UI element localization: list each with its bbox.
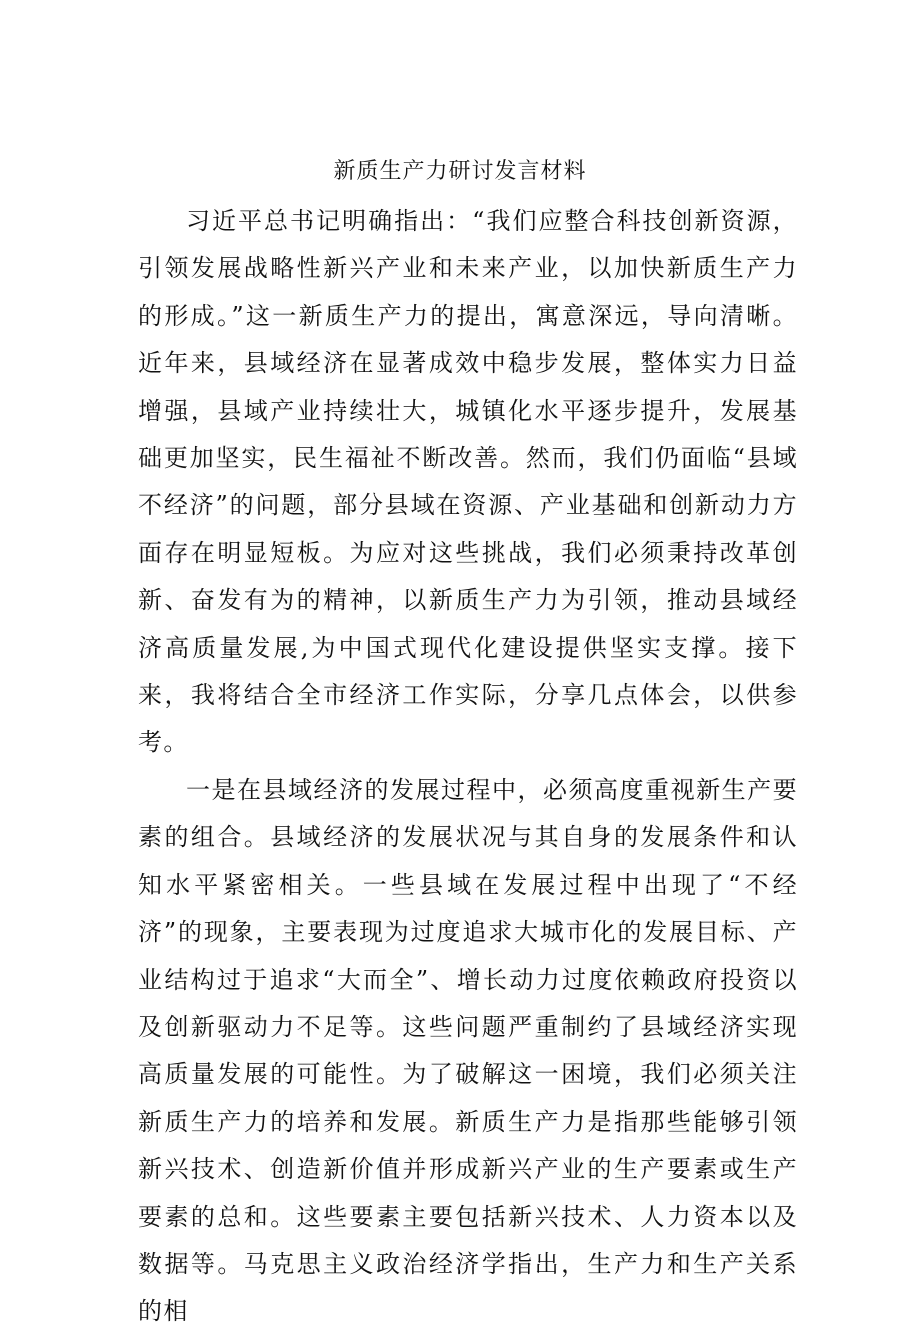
- document-title: 新质生产力研讨发言材料: [333, 159, 587, 184]
- paragraph-1: 习近平总书记明确指出：“我们应整合科技创新资源，引领发展战略性新兴产业和未来产业，以加快新质生产力的形成。”这一新质生产力的提出，寓意深远，导向清晰。近年来，县域经济在显著成效中稳步发展，整体实力日益增强，县域产业持续壮大，城镇化水平逐步提升，发展基础更加坚实，民生福祉不断改善。然而，我们仍面临“县域不经济”的问题，部分县域在资源、产业基础和创新动力方面存在明显短板。为应对这些挑战，我们必须秉持改革创新、奋发有为的精神，以新质生产力为引领，推动县域经济高质量发展,为中国式现代化建设提供坚实支撑。接下来，我将结合全市经济工作实际，分享几点体会，以供参考。: [138, 207, 798, 757]
- document-body: [138, 198, 798, 1336]
- paragraph-2: 一是在县域经济的发展过程中，必须高度重视新生产要素的组合。县域经济的发展状况与其自身的发展条件和认知水平紧密相关。一些县域在发展过程中出现了“不经济”的现象，主要表现为过度追求大城市化的发展目标、产业结构过于追求“大而全”、增长动力过度依赖政府投资以及创新驱动力不足等。这些问题严重制约了县域经济实现高质量发展的可能性。为了破解这一困境，我们必须关注新质生产力的培养和发展。新质生产力是指那些能够引领新兴技术、创造新价值并形成新兴产业的生产要素或生产要素的总和。这些要素主要包括新兴技术、人力资本以及数据等。马克思主义政治经济学指出，生产力和生产关系的相: [138, 775, 798, 1326]
